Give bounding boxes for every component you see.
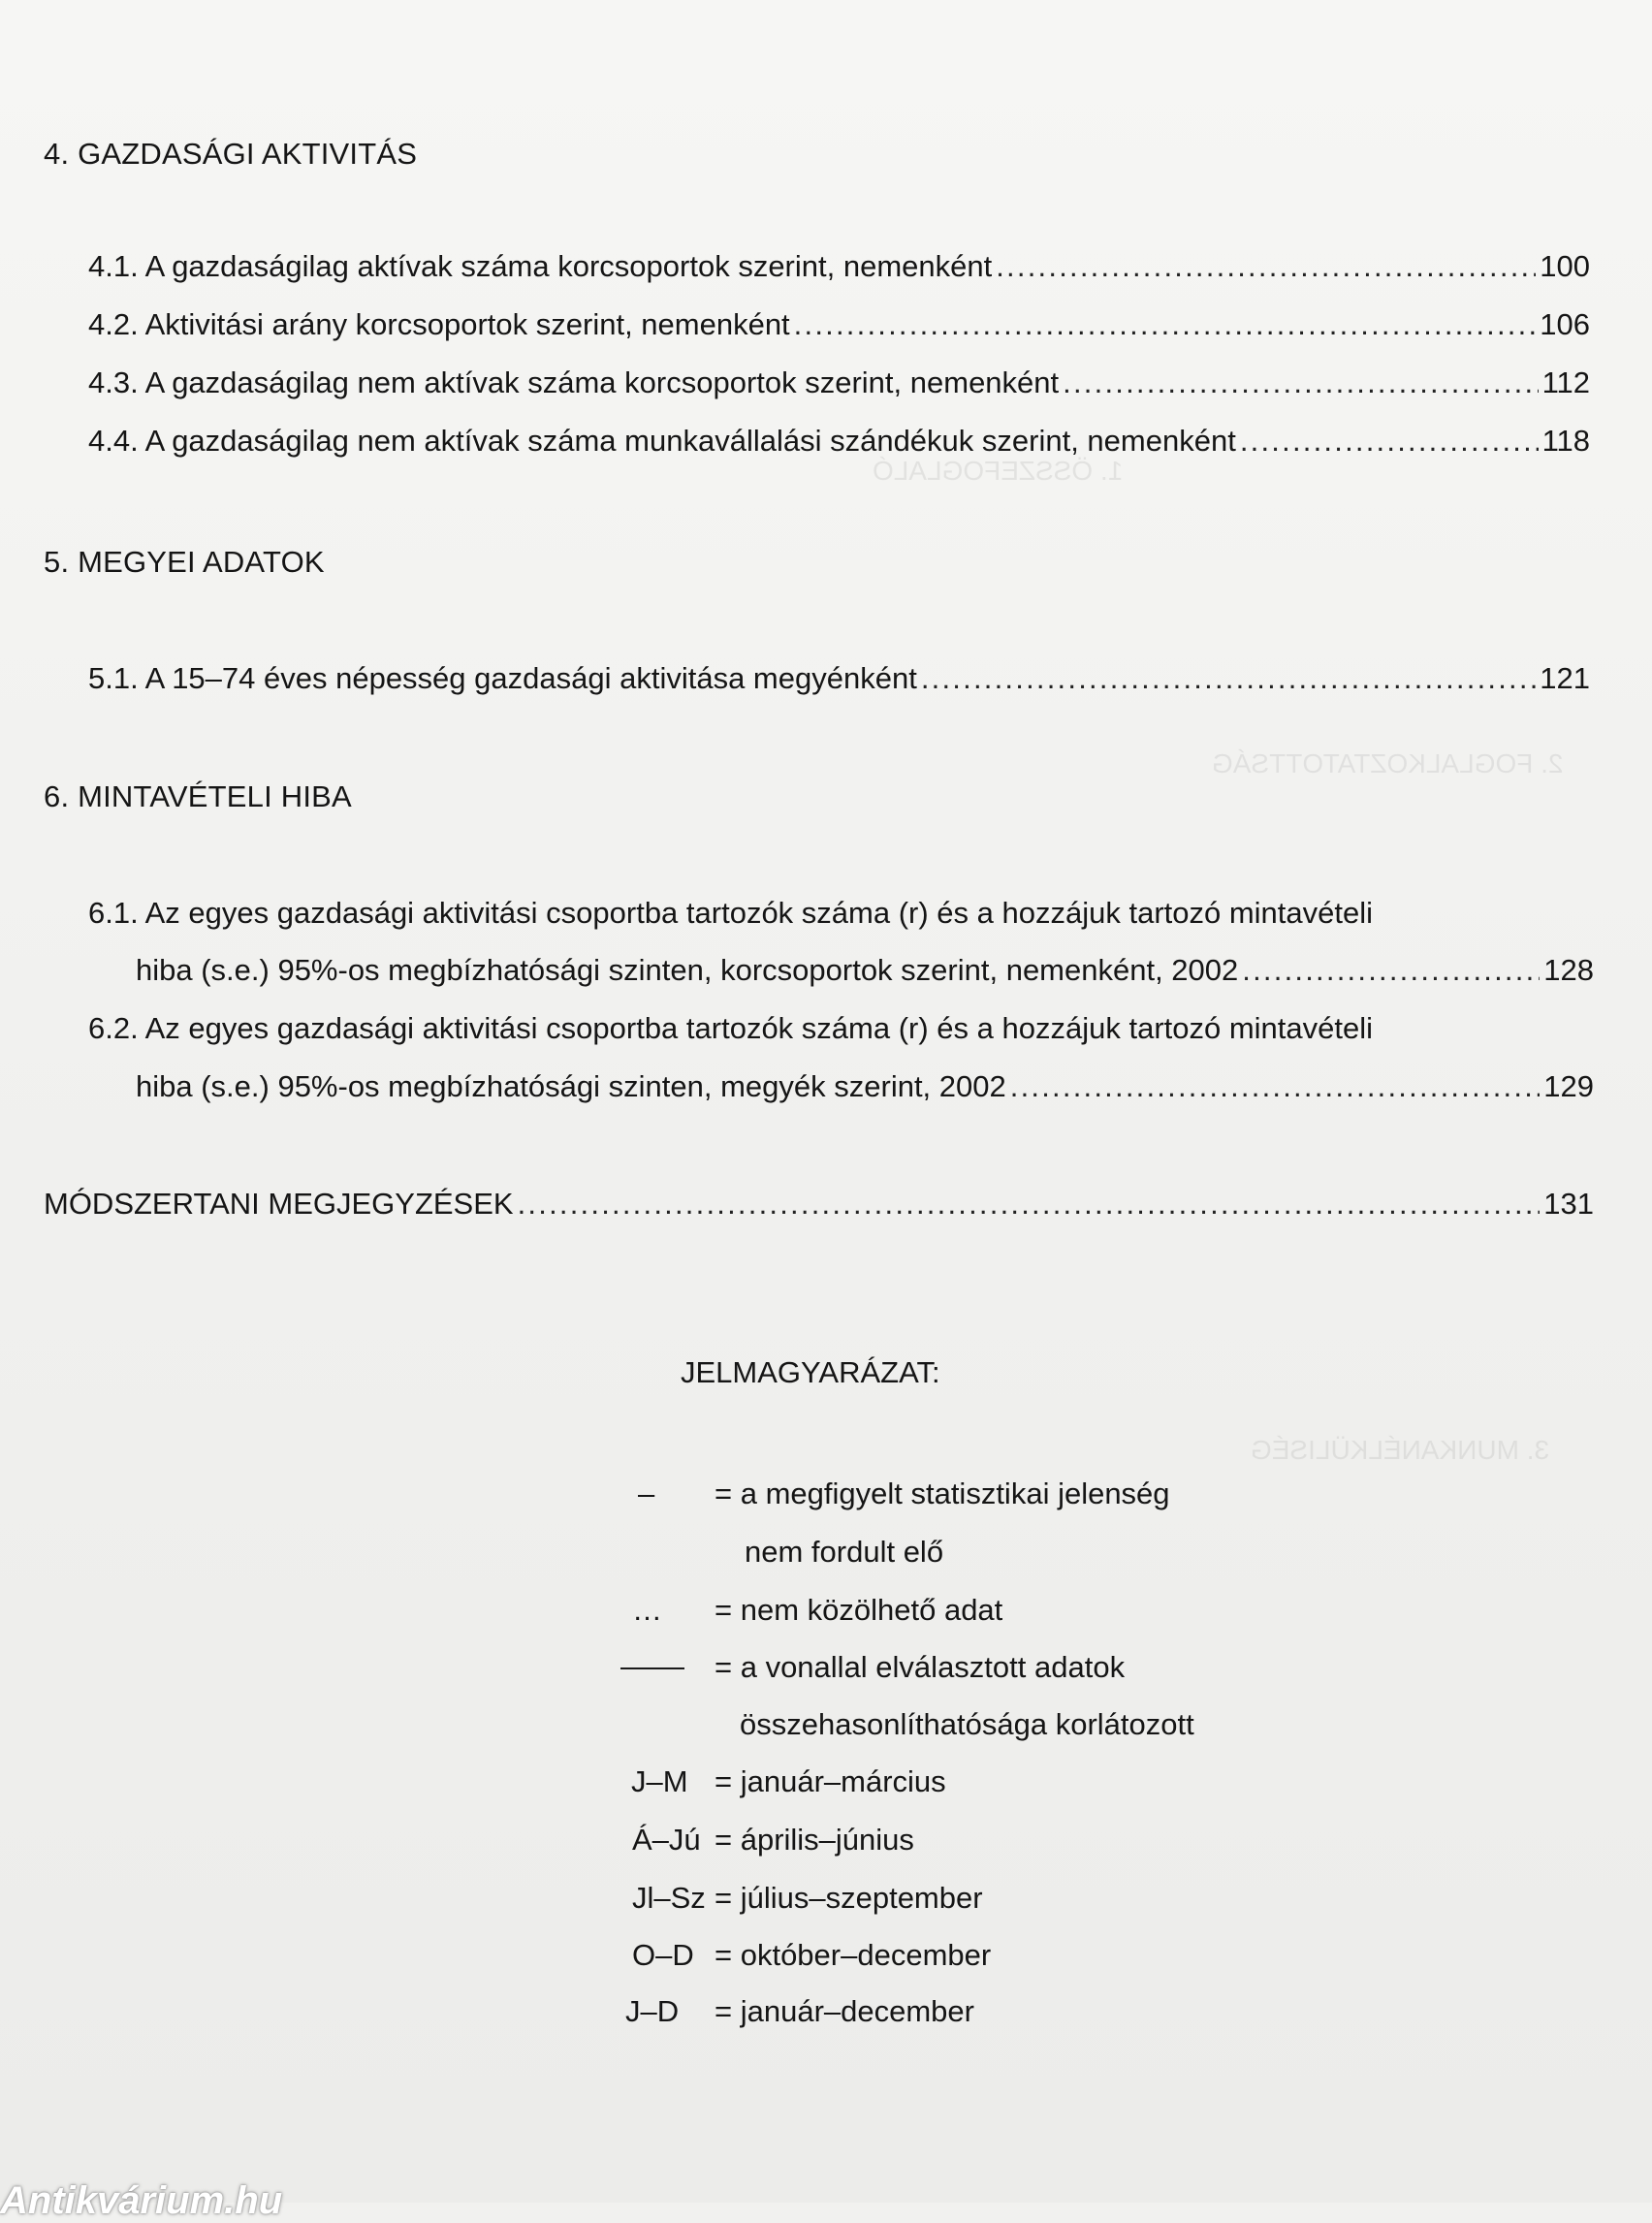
toc-entry[interactable] [136,1069,1594,1104]
legend-description: = április–június [715,1823,914,1857]
dot-leader [996,249,1536,284]
legend-title: JELMAGYARÁZAT: [681,1355,940,1389]
toc-entry-page: 121 [1540,661,1590,695]
legend-symbol: O–D [632,1938,694,1972]
toc-entry-page: 118 [1541,424,1590,458]
toc-entry-page: 129 [1543,1069,1594,1103]
legend-symbol: Jl–Sz [632,1881,706,1915]
legend-description: = január–december [715,1994,974,2028]
legend-symbol: … [632,1593,662,1627]
toc-entry[interactable] [88,424,1590,459]
dot-leader [794,307,1537,342]
legend-description-cont: összehasonlíthatósága korlátozott [740,1707,1194,1741]
toc-entry-title: 4.1. A gazdaságilag aktívak száma korcsoportok szerint, nemenként [88,249,993,283]
legend-description: = a megfigyelt statisztikai jelenség [715,1477,1170,1510]
toc-entry-title-line2: hiba (s.e.) 95%-os megbízhatósági szinten, korcsoportok szerint, nemenként, 2002 [136,953,1239,987]
toc-entry[interactable] [88,661,1590,696]
legend-description: = nem közölhető adat [715,1593,1003,1627]
legend-description: = október–december [715,1938,992,1972]
dot-leader [518,1187,1541,1222]
toc-entry[interactable] [136,953,1594,988]
legend-description: = július–szeptember [715,1881,983,1915]
dot-leader [1063,365,1538,400]
toc-entry-page: 128 [1543,953,1594,987]
toc-entry[interactable] [88,365,1590,400]
legend-symbol: – [638,1477,655,1510]
section-4-heading: 4. GAZDASÁGI AKTIVITÁS [44,137,418,171]
toc-entry[interactable] [88,307,1590,342]
toc-entry-title: 5.1. A 15–74 éves népesség gazdasági aktivitása megyénként [88,661,917,695]
toc-entry[interactable] [88,249,1590,284]
toc-entry-title-line2: hiba (s.e.) 95%-os megbízhatósági szinten, megyék szerint, 2002 [136,1069,1006,1103]
show-through-decoration: 2. FOGLALKOZTATOTTSÁG [1212,748,1564,778]
toc-entry-title: 4.4. A gazdaságilag nem aktívak száma munkavállalási szándékuk szerint, nemenként [88,424,1236,458]
toc-entry-title-line1[interactable]: 6.2. Az egyes gazdasági aktivitási csoportba tartozók száma (r) és a hozzájuk tartozó mintavételi [88,1011,1374,1045]
toc-entry-page: 106 [1540,307,1590,341]
dot-leader [1010,1069,1541,1104]
toc-entry-page: 112 [1541,365,1590,399]
section-5-heading: 5. MEGYEI ADATOK [44,545,325,579]
legend-symbol: Á–Jú [632,1823,701,1857]
toc-entry-title-line1[interactable]: 6.1. Az egyes gazdasági aktivitási csoportba tartozók száma (r) és a hozzájuk tartozó mintavételi [88,896,1374,930]
dot-leader [1240,424,1539,459]
toc-entry-title: 4.2. Aktivitási arány korcsoportok szerint, nemenként [88,307,790,341]
dot-leader [1242,953,1540,988]
legend-symbol: J–M [631,1764,688,1798]
legend-symbol: J–D [625,1994,680,2028]
toc-entry-page: 100 [1540,249,1590,283]
legend-description: = január–március [715,1764,946,1798]
toc-entry-title: 4.3. A gazdaságilag nem aktívak száma korcsoportok szerint, nemenként [88,365,1060,399]
legend-description: = a vonallal elválasztott adatok [715,1650,1126,1684]
watermark: Antikvárium.hu [0,2179,283,2222]
toc-entry-title: MÓDSZERTANI MEGJEGYZÉSEK [44,1187,514,1221]
dot-leader [921,661,1536,696]
show-through-decoration: 1. ÖSSZEFOGLALÓ [873,456,1124,486]
show-through-decoration: 3. MUNKANÉLKÜLISÉG [1251,1435,1550,1465]
legend-description-cont: nem fordult elő [745,1535,944,1569]
section-6-heading: 6. MINTAVÉTELI HIBA [44,779,352,813]
toc-entry-page: 131 [1543,1187,1594,1221]
toc-entry-methodology[interactable] [44,1187,1594,1222]
legend-rule-symbol [620,1667,684,1669]
